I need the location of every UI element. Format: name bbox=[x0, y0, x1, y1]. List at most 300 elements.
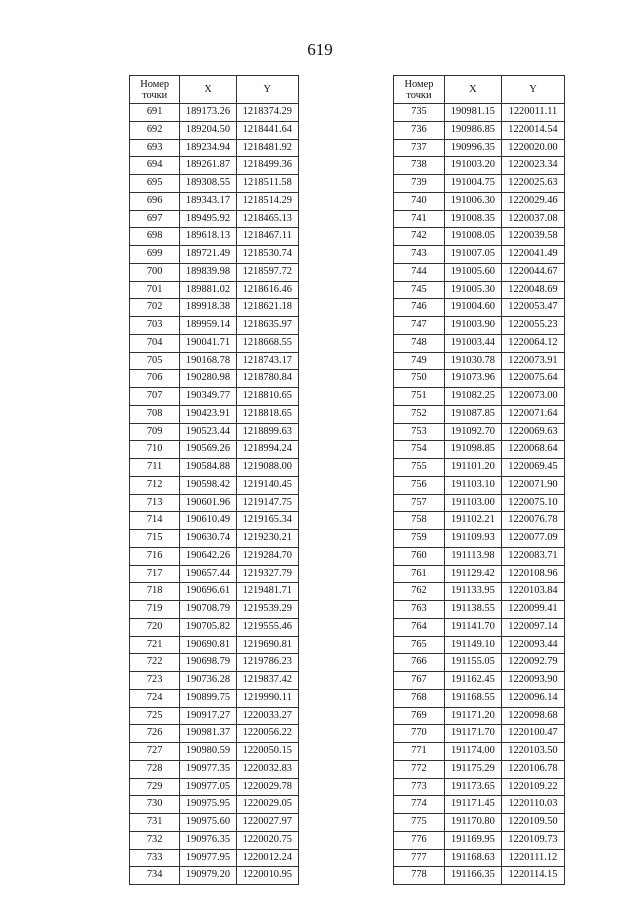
x-cell: 190981.15 bbox=[444, 104, 501, 122]
x-cell: 189959.14 bbox=[180, 317, 236, 335]
x-cell: 190642.26 bbox=[180, 547, 236, 565]
table-row bbox=[394, 814, 565, 832]
x-cell: 190041.71 bbox=[180, 334, 236, 352]
point-number-cell: 730 bbox=[130, 796, 180, 814]
x-cell: 190976.35 bbox=[180, 831, 236, 849]
point-number-cell: 772 bbox=[394, 760, 445, 778]
table-row bbox=[130, 672, 299, 690]
x-cell: 191171.70 bbox=[444, 725, 501, 743]
point-number-cell: 692 bbox=[130, 121, 180, 139]
y-cell: 1219481.71 bbox=[236, 583, 298, 601]
y-cell: 1218597.72 bbox=[236, 263, 298, 281]
point-number-cell: 747 bbox=[394, 317, 445, 335]
point-number-cell: 757 bbox=[394, 494, 445, 512]
x-cell: 191008.05 bbox=[444, 228, 501, 246]
point-number-cell: 720 bbox=[130, 618, 180, 636]
y-cell: 1219284.70 bbox=[236, 547, 298, 565]
y-cell: 1220029.78 bbox=[236, 778, 298, 796]
y-cell: 1220110.03 bbox=[501, 796, 564, 814]
x-cell: 191171.45 bbox=[444, 796, 501, 814]
x-cell: 190168.78 bbox=[180, 352, 236, 370]
y-cell: 1220077.09 bbox=[501, 530, 564, 548]
point-number-cell: 741 bbox=[394, 210, 445, 228]
table-row bbox=[130, 796, 299, 814]
table-row bbox=[394, 618, 565, 636]
y-cell: 1220096.14 bbox=[501, 689, 564, 707]
point-number-cell: 736 bbox=[394, 121, 445, 139]
y-cell: 1219147.75 bbox=[236, 494, 298, 512]
y-cell: 1218994.24 bbox=[236, 441, 298, 459]
point-number-cell: 709 bbox=[130, 423, 180, 441]
x-cell: 190584.88 bbox=[180, 459, 236, 477]
table-row bbox=[394, 210, 565, 228]
x-cell: 191103.10 bbox=[444, 476, 501, 494]
y-cell: 1220106.78 bbox=[501, 760, 564, 778]
x-cell: 190610.49 bbox=[180, 512, 236, 530]
table-row bbox=[130, 831, 299, 849]
y-cell: 1220076.78 bbox=[501, 512, 564, 530]
point-number-cell: 755 bbox=[394, 459, 445, 477]
point-number-cell: 713 bbox=[130, 494, 180, 512]
point-number-cell: 777 bbox=[394, 849, 445, 867]
y-cell: 1218616.46 bbox=[236, 281, 298, 299]
x-cell: 191149.10 bbox=[444, 636, 501, 654]
y-cell: 1218511.58 bbox=[236, 175, 298, 193]
x-cell: 190975.60 bbox=[180, 814, 236, 832]
table-row bbox=[394, 672, 565, 690]
table-row bbox=[130, 778, 299, 796]
table-row bbox=[130, 689, 299, 707]
x-cell: 191082.25 bbox=[444, 388, 501, 406]
table-row bbox=[394, 601, 565, 619]
table-row bbox=[130, 459, 299, 477]
point-number-cell: 735 bbox=[394, 104, 445, 122]
x-cell: 190981.37 bbox=[180, 725, 236, 743]
y-cell: 1220071.90 bbox=[501, 476, 564, 494]
table-row bbox=[394, 388, 565, 406]
point-number-cell: 774 bbox=[394, 796, 445, 814]
table-row bbox=[130, 263, 299, 281]
table-row bbox=[394, 494, 565, 512]
y-cell: 1220020.00 bbox=[501, 139, 564, 157]
y-cell: 1220055.23 bbox=[501, 317, 564, 335]
x-cell: 189618.13 bbox=[180, 228, 236, 246]
x-cell: 190979.20 bbox=[180, 867, 236, 885]
point-number-cell: 706 bbox=[130, 370, 180, 388]
table-row bbox=[394, 476, 565, 494]
y-cell: 1220033.27 bbox=[236, 707, 298, 725]
x-cell: 190601.96 bbox=[180, 494, 236, 512]
table-body-right bbox=[394, 104, 565, 885]
table-row bbox=[394, 565, 565, 583]
x-cell: 191004.75 bbox=[444, 175, 501, 193]
table-row bbox=[130, 743, 299, 761]
x-cell: 191008.35 bbox=[444, 210, 501, 228]
point-number-cell: 763 bbox=[394, 601, 445, 619]
x-cell: 189918.38 bbox=[180, 299, 236, 317]
y-cell: 1219990.11 bbox=[236, 689, 298, 707]
table-row bbox=[130, 725, 299, 743]
table-row bbox=[394, 423, 565, 441]
table-row bbox=[394, 246, 565, 264]
y-cell: 1220073.91 bbox=[501, 352, 564, 370]
table-row bbox=[394, 796, 565, 814]
y-cell: 1220039.58 bbox=[501, 228, 564, 246]
table-row bbox=[394, 547, 565, 565]
y-cell: 1220092.79 bbox=[501, 654, 564, 672]
table-row bbox=[130, 707, 299, 725]
table-row bbox=[130, 654, 299, 672]
point-number-cell: 708 bbox=[130, 405, 180, 423]
point-number-cell: 738 bbox=[394, 157, 445, 175]
point-number-cell: 727 bbox=[130, 743, 180, 761]
point-number-cell: 721 bbox=[130, 636, 180, 654]
table-row bbox=[130, 636, 299, 654]
table-row bbox=[130, 157, 299, 175]
y-cell: 1220114.15 bbox=[501, 867, 564, 885]
table-row bbox=[130, 175, 299, 193]
y-cell: 1220069.45 bbox=[501, 459, 564, 477]
y-cell: 1219837.42 bbox=[236, 672, 298, 690]
x-cell: 190708.79 bbox=[180, 601, 236, 619]
table-row bbox=[394, 459, 565, 477]
point-number-cell: 722 bbox=[130, 654, 180, 672]
table-row bbox=[130, 228, 299, 246]
x-cell: 190690.81 bbox=[180, 636, 236, 654]
table-row bbox=[394, 654, 565, 672]
point-number-cell: 694 bbox=[130, 157, 180, 175]
y-cell: 1219088.00 bbox=[236, 459, 298, 477]
y-cell: 1220053.47 bbox=[501, 299, 564, 317]
header-point-number: Номер точки bbox=[394, 76, 445, 104]
x-cell: 191005.60 bbox=[444, 263, 501, 281]
table-row bbox=[394, 299, 565, 317]
table-row bbox=[394, 157, 565, 175]
y-cell: 1218499.36 bbox=[236, 157, 298, 175]
point-number-cell: 729 bbox=[130, 778, 180, 796]
point-number-cell: 766 bbox=[394, 654, 445, 672]
y-cell: 1220014.54 bbox=[501, 121, 564, 139]
x-cell: 190977.95 bbox=[180, 849, 236, 867]
x-cell: 190899.75 bbox=[180, 689, 236, 707]
point-number-cell: 719 bbox=[130, 601, 180, 619]
point-number-cell: 773 bbox=[394, 778, 445, 796]
table-row bbox=[130, 618, 299, 636]
point-number-cell: 695 bbox=[130, 175, 180, 193]
x-cell: 191174.00 bbox=[444, 743, 501, 761]
point-number-cell: 768 bbox=[394, 689, 445, 707]
x-cell: 191162.45 bbox=[444, 672, 501, 690]
x-cell: 191138.55 bbox=[444, 601, 501, 619]
table-row bbox=[394, 760, 565, 778]
point-number-cell: 698 bbox=[130, 228, 180, 246]
point-number-cell: 714 bbox=[130, 512, 180, 530]
header-y: Y bbox=[236, 76, 298, 104]
point-number-cell: 771 bbox=[394, 743, 445, 761]
y-cell: 1220111.12 bbox=[501, 849, 564, 867]
point-number-cell: 703 bbox=[130, 317, 180, 335]
point-number-cell: 704 bbox=[130, 334, 180, 352]
point-number-cell: 769 bbox=[394, 707, 445, 725]
y-cell: 1218514.29 bbox=[236, 192, 298, 210]
table-row bbox=[394, 104, 565, 122]
x-cell: 190980.59 bbox=[180, 743, 236, 761]
point-number-cell: 715 bbox=[130, 530, 180, 548]
y-cell: 1220071.64 bbox=[501, 405, 564, 423]
y-cell: 1220068.64 bbox=[501, 441, 564, 459]
x-cell: 191006.30 bbox=[444, 192, 501, 210]
y-cell: 1219555.46 bbox=[236, 618, 298, 636]
table-row bbox=[130, 139, 299, 157]
table-row bbox=[394, 743, 565, 761]
point-number-cell: 739 bbox=[394, 175, 445, 193]
point-number-cell: 705 bbox=[130, 352, 180, 370]
point-number-cell: 759 bbox=[394, 530, 445, 548]
x-cell: 190917.27 bbox=[180, 707, 236, 725]
y-cell: 1220109.50 bbox=[501, 814, 564, 832]
table-row bbox=[394, 334, 565, 352]
table-row bbox=[394, 441, 565, 459]
y-cell: 1218780.84 bbox=[236, 370, 298, 388]
x-cell: 190657.44 bbox=[180, 565, 236, 583]
point-number-cell: 752 bbox=[394, 405, 445, 423]
point-number-cell: 742 bbox=[394, 228, 445, 246]
table-row bbox=[130, 583, 299, 601]
point-number-cell: 725 bbox=[130, 707, 180, 725]
table-row bbox=[130, 849, 299, 867]
point-number-cell: 712 bbox=[130, 476, 180, 494]
table-row bbox=[130, 441, 299, 459]
y-cell: 1220056.22 bbox=[236, 725, 298, 743]
point-number-cell: 749 bbox=[394, 352, 445, 370]
header-x: X bbox=[444, 76, 501, 104]
y-cell: 1220073.00 bbox=[501, 388, 564, 406]
x-cell: 191168.55 bbox=[444, 689, 501, 707]
y-cell: 1220109.22 bbox=[501, 778, 564, 796]
y-cell: 1220069.63 bbox=[501, 423, 564, 441]
y-cell: 1218818.65 bbox=[236, 405, 298, 423]
y-cell: 1220011.11 bbox=[501, 104, 564, 122]
x-cell: 190523.44 bbox=[180, 423, 236, 441]
point-number-cell: 707 bbox=[130, 388, 180, 406]
x-cell: 189495.92 bbox=[180, 210, 236, 228]
x-cell: 191173.65 bbox=[444, 778, 501, 796]
point-number-cell: 744 bbox=[394, 263, 445, 281]
point-number-cell: 734 bbox=[130, 867, 180, 885]
x-cell: 191171.20 bbox=[444, 707, 501, 725]
point-number-cell: 748 bbox=[394, 334, 445, 352]
x-cell: 189261.87 bbox=[180, 157, 236, 175]
table-row bbox=[394, 636, 565, 654]
table-row bbox=[394, 405, 565, 423]
table-row bbox=[130, 352, 299, 370]
y-cell: 1220075.64 bbox=[501, 370, 564, 388]
point-number-cell: 711 bbox=[130, 459, 180, 477]
point-number-cell: 745 bbox=[394, 281, 445, 299]
point-number-cell: 778 bbox=[394, 867, 445, 885]
y-cell: 1220108.96 bbox=[501, 565, 564, 583]
x-cell: 191155.05 bbox=[444, 654, 501, 672]
point-number-cell: 723 bbox=[130, 672, 180, 690]
coordinates-table-left bbox=[129, 75, 299, 885]
y-cell: 1218465.13 bbox=[236, 210, 298, 228]
x-cell: 189173.26 bbox=[180, 104, 236, 122]
y-cell: 1220032.83 bbox=[236, 760, 298, 778]
x-cell: 191073.96 bbox=[444, 370, 501, 388]
table-row bbox=[394, 139, 565, 157]
table-row bbox=[130, 867, 299, 885]
x-cell: 191030.78 bbox=[444, 352, 501, 370]
point-number-cell: 696 bbox=[130, 192, 180, 210]
x-cell: 190736.28 bbox=[180, 672, 236, 690]
y-cell: 1218374.29 bbox=[236, 104, 298, 122]
y-cell: 1220064.12 bbox=[501, 334, 564, 352]
y-cell: 1218441.64 bbox=[236, 121, 298, 139]
y-cell: 1218621.18 bbox=[236, 299, 298, 317]
table-row bbox=[394, 867, 565, 885]
point-number-cell: 753 bbox=[394, 423, 445, 441]
x-cell: 189343.17 bbox=[180, 192, 236, 210]
x-cell: 191092.70 bbox=[444, 423, 501, 441]
table-row bbox=[130, 388, 299, 406]
coordinates-table-right bbox=[393, 75, 565, 885]
y-cell: 1220075.10 bbox=[501, 494, 564, 512]
table-row bbox=[130, 299, 299, 317]
y-cell: 1220100.47 bbox=[501, 725, 564, 743]
point-number-cell: 731 bbox=[130, 814, 180, 832]
y-cell: 1220041.49 bbox=[501, 246, 564, 264]
x-cell: 189308.55 bbox=[180, 175, 236, 193]
x-cell: 191175.29 bbox=[444, 760, 501, 778]
table-row bbox=[130, 565, 299, 583]
point-number-cell: 697 bbox=[130, 210, 180, 228]
x-cell: 191133.95 bbox=[444, 583, 501, 601]
y-cell: 1219230.21 bbox=[236, 530, 298, 548]
table-row bbox=[130, 370, 299, 388]
header-row bbox=[394, 76, 565, 104]
y-cell: 1220099.41 bbox=[501, 601, 564, 619]
header-x: X bbox=[180, 76, 236, 104]
header-point-number: Номер точки bbox=[130, 76, 180, 104]
y-cell: 1220093.90 bbox=[501, 672, 564, 690]
point-number-cell: 776 bbox=[394, 831, 445, 849]
y-cell: 1218743.17 bbox=[236, 352, 298, 370]
point-number-cell: 740 bbox=[394, 192, 445, 210]
y-cell: 1220023.34 bbox=[501, 157, 564, 175]
table-row bbox=[130, 246, 299, 264]
x-cell: 191005.30 bbox=[444, 281, 501, 299]
x-cell: 191168.63 bbox=[444, 849, 501, 867]
table-row bbox=[394, 263, 565, 281]
x-cell: 191003.90 bbox=[444, 317, 501, 335]
x-cell: 190698.79 bbox=[180, 654, 236, 672]
table-row bbox=[394, 121, 565, 139]
y-cell: 1220103.50 bbox=[501, 743, 564, 761]
table-row bbox=[130, 317, 299, 335]
point-number-cell: 756 bbox=[394, 476, 445, 494]
x-cell: 191129.42 bbox=[444, 565, 501, 583]
y-cell: 1218467.11 bbox=[236, 228, 298, 246]
y-cell: 1220044.67 bbox=[501, 263, 564, 281]
point-number-cell: 764 bbox=[394, 618, 445, 636]
x-cell: 189204.50 bbox=[180, 121, 236, 139]
x-cell: 191007.05 bbox=[444, 246, 501, 264]
x-cell: 191141.70 bbox=[444, 618, 501, 636]
table-row bbox=[130, 192, 299, 210]
table-row bbox=[394, 778, 565, 796]
table-row bbox=[130, 281, 299, 299]
y-cell: 1220109.73 bbox=[501, 831, 564, 849]
y-cell: 1220025.63 bbox=[501, 175, 564, 193]
table-row bbox=[130, 121, 299, 139]
y-cell: 1219327.79 bbox=[236, 565, 298, 583]
point-number-cell: 765 bbox=[394, 636, 445, 654]
y-cell: 1220098.68 bbox=[501, 707, 564, 725]
table-row bbox=[130, 405, 299, 423]
x-cell: 190630.74 bbox=[180, 530, 236, 548]
page-number: 619 bbox=[307, 40, 333, 59]
table-body-left bbox=[130, 104, 299, 885]
x-cell: 191103.00 bbox=[444, 494, 501, 512]
y-cell: 1218668.55 bbox=[236, 334, 298, 352]
x-cell: 191098.85 bbox=[444, 441, 501, 459]
x-cell: 189839.98 bbox=[180, 263, 236, 281]
y-cell: 1220093.44 bbox=[501, 636, 564, 654]
point-number-cell: 718 bbox=[130, 583, 180, 601]
y-cell: 1220027.97 bbox=[236, 814, 298, 832]
point-number-cell: 750 bbox=[394, 370, 445, 388]
table-row bbox=[394, 583, 565, 601]
y-cell: 1220010.95 bbox=[236, 867, 298, 885]
point-number-cell: 726 bbox=[130, 725, 180, 743]
point-number-cell: 724 bbox=[130, 689, 180, 707]
y-cell: 1218635.97 bbox=[236, 317, 298, 335]
x-cell: 189721.49 bbox=[180, 246, 236, 264]
y-cell: 1218899.63 bbox=[236, 423, 298, 441]
point-number-cell: 701 bbox=[130, 281, 180, 299]
y-cell: 1219786.23 bbox=[236, 654, 298, 672]
table-row bbox=[130, 494, 299, 512]
table-row bbox=[394, 725, 565, 743]
x-cell: 191113.98 bbox=[444, 547, 501, 565]
table-row bbox=[394, 175, 565, 193]
table-row bbox=[394, 228, 565, 246]
point-number-cell: 737 bbox=[394, 139, 445, 157]
table-row bbox=[394, 281, 565, 299]
point-number-cell: 732 bbox=[130, 831, 180, 849]
y-cell: 1220103.84 bbox=[501, 583, 564, 601]
x-cell: 190280.98 bbox=[180, 370, 236, 388]
table-row bbox=[394, 317, 565, 335]
table-row bbox=[394, 707, 565, 725]
table-row bbox=[394, 512, 565, 530]
x-cell: 190598.42 bbox=[180, 476, 236, 494]
point-number-cell: 691 bbox=[130, 104, 180, 122]
point-number-cell: 760 bbox=[394, 547, 445, 565]
point-number-cell: 717 bbox=[130, 565, 180, 583]
table-row bbox=[394, 849, 565, 867]
x-cell: 190349.77 bbox=[180, 388, 236, 406]
x-cell: 191109.93 bbox=[444, 530, 501, 548]
point-number-cell: 746 bbox=[394, 299, 445, 317]
point-number-cell: 770 bbox=[394, 725, 445, 743]
x-cell: 190569.26 bbox=[180, 441, 236, 459]
point-number-cell: 775 bbox=[394, 814, 445, 832]
y-cell: 1220020.75 bbox=[236, 831, 298, 849]
x-cell: 191101.20 bbox=[444, 459, 501, 477]
table-row bbox=[130, 530, 299, 548]
header-y: Y bbox=[501, 76, 564, 104]
